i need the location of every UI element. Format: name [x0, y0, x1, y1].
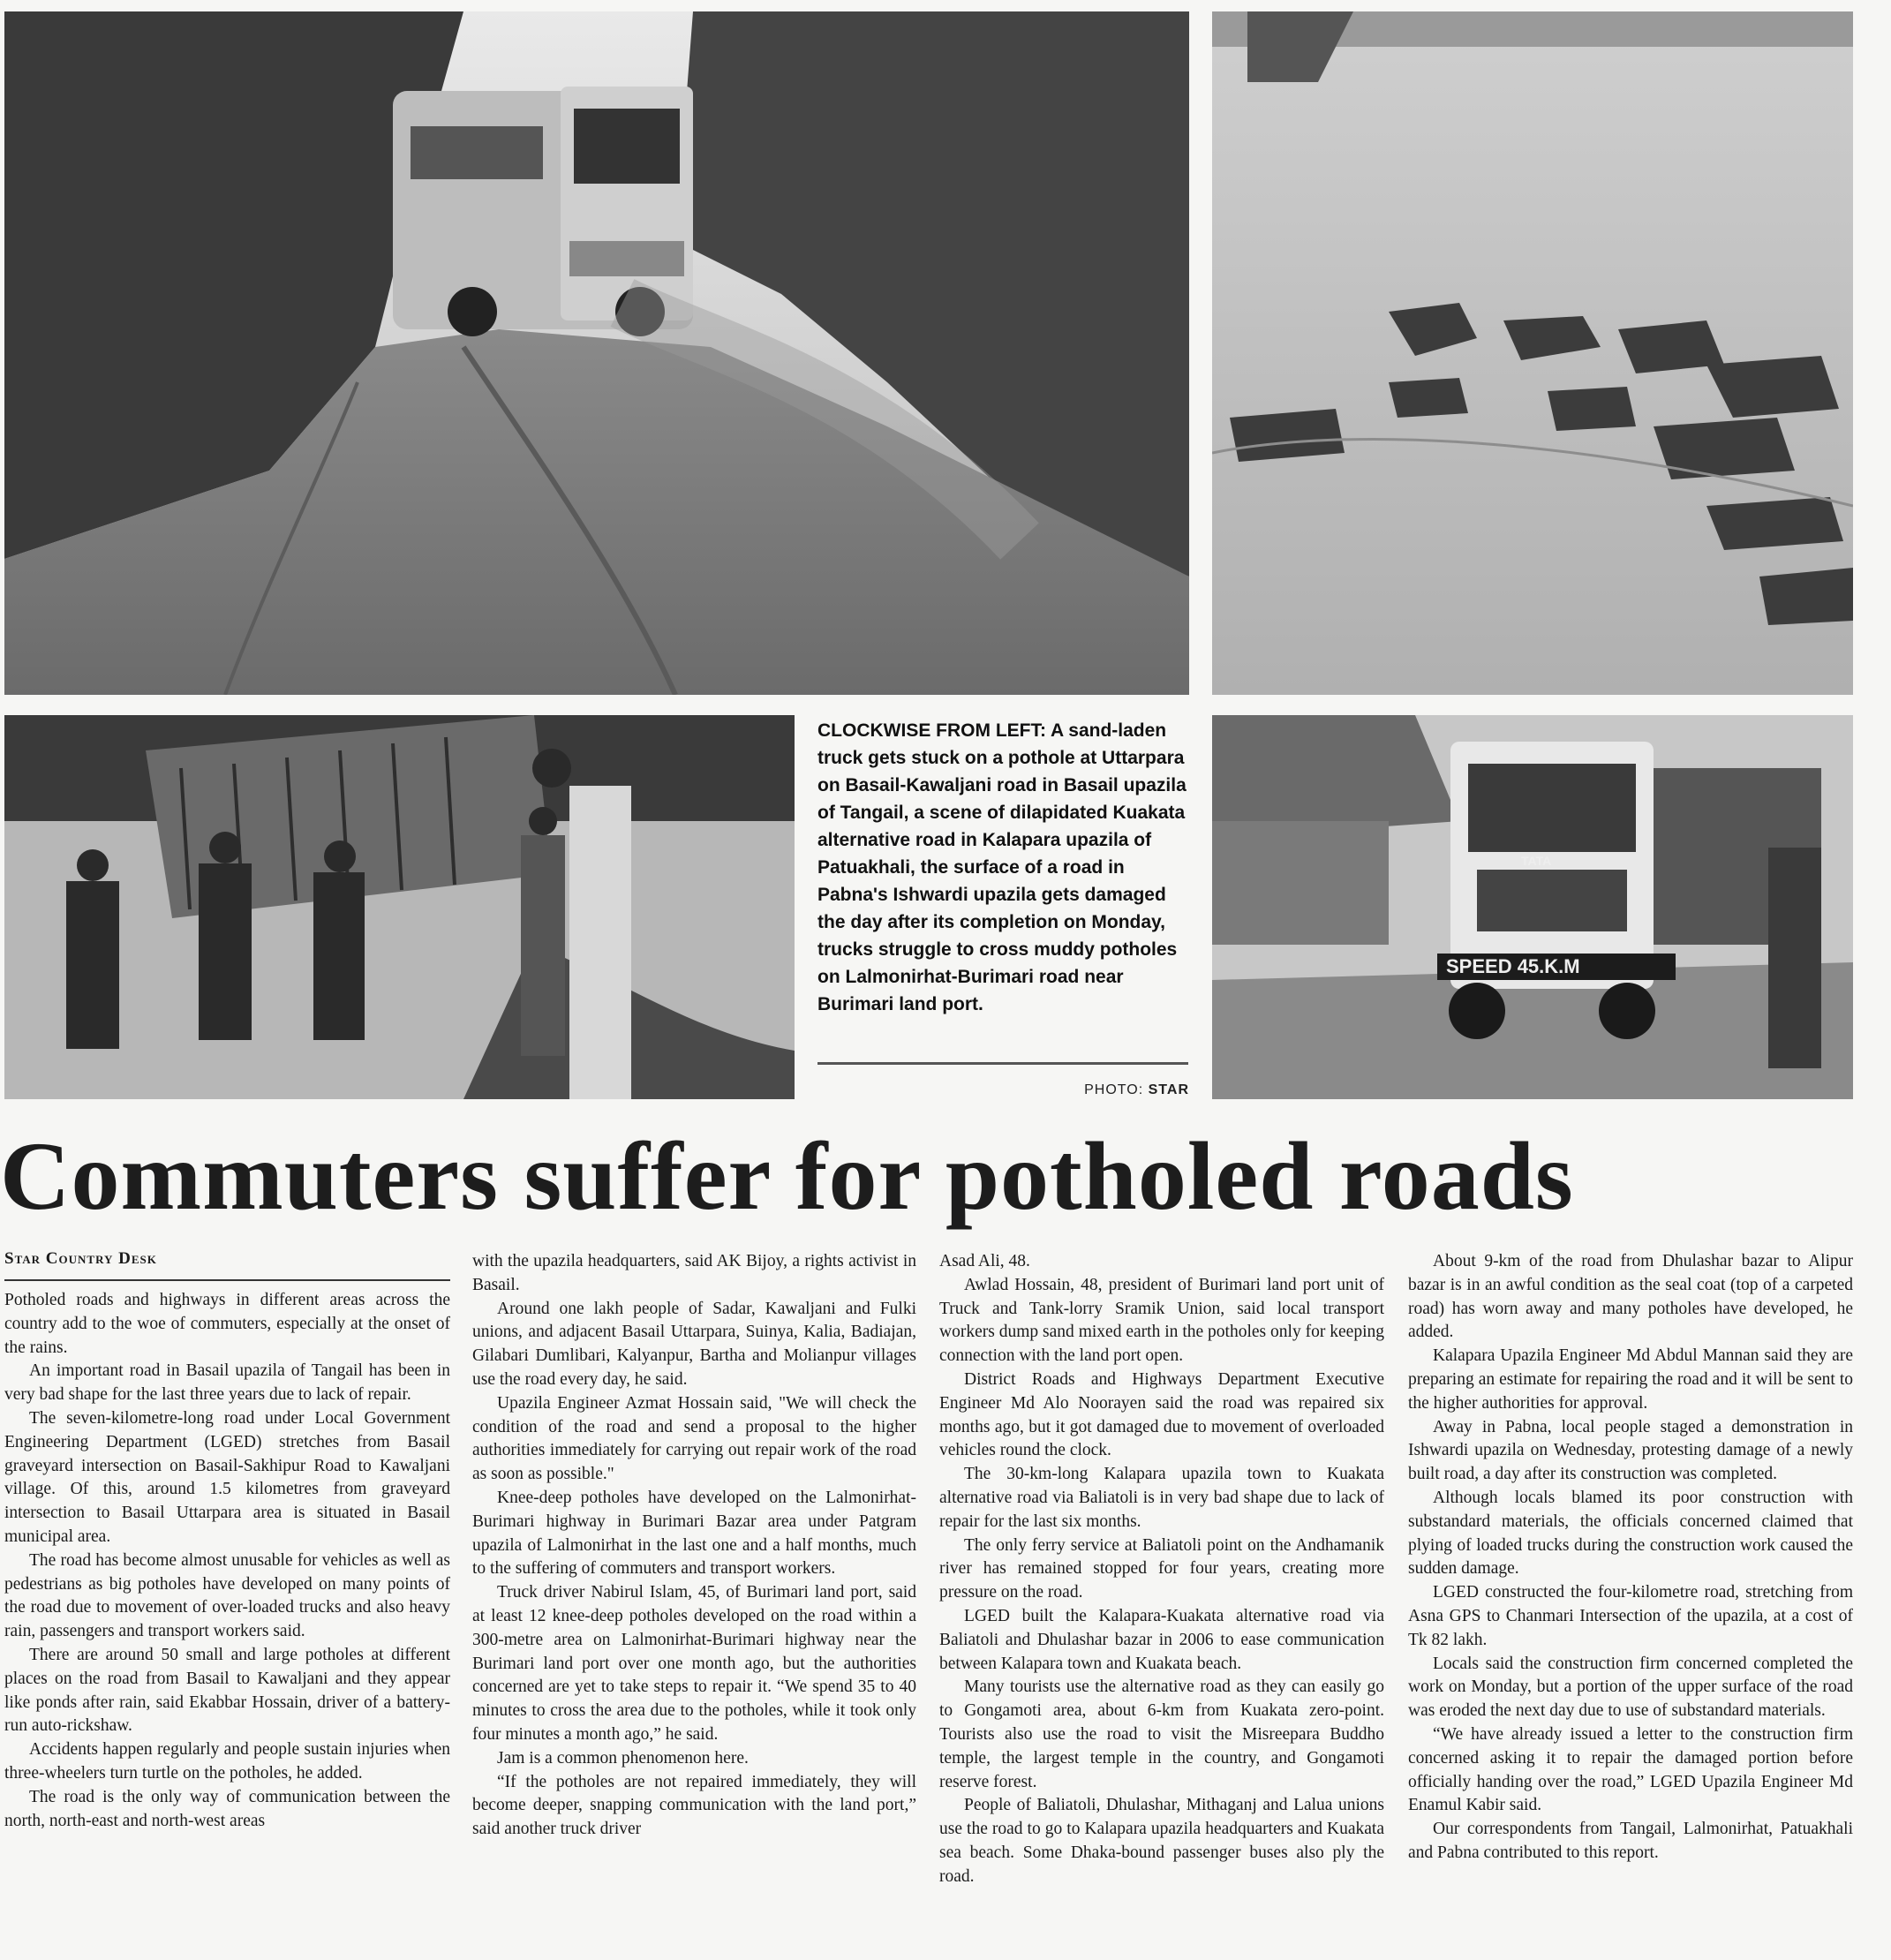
paragraph: People of Baliatoli, Dhulashar, Mithaganj and Lalua unions use the road to go to Kalapara upazila headquarters and Kuakata sea beach. Some Dhaka-bound passenger buses also ply the road.: [939, 1796, 1384, 1886]
paragraph: The 30-km-long Kalapara upazila town to Kuakata alternative road via Baliatoli is in very bad shape due to lack of repair for the last six months.: [939, 1465, 1384, 1531]
truck-brand-badge: TATA: [1521, 854, 1552, 868]
paragraph: The road has become almost unusable for vehicles as well as pedestrians as big potholes have developed on many points of the road due to movement of over-loaded trucks and also heavy rain, passengers and transport workers said.: [4, 1550, 450, 1641]
paragraph: LGED constructed the four-kilometre road, stretching from Asna GPS to Chanmari Intersection of the upazila, at a cost of Tk 82 lakh.: [1408, 1583, 1853, 1649]
paragraph: There are around 50 small and large potholes at different places on the road from Basail to Kawaljani and they appear like ponds after rain, said Ekabbar Hossain, driver of a battery-run auto-rickshaw.: [4, 1645, 450, 1736]
paragraph: Truck driver Nabirul Islam, 45, of Burimari land port, said at least 12 knee-deep potholes developed on the road within a 300-metre area on Lalmonirhat-Burimari highway near the Burimari land port over one month ago, but the authorities concerned are yet to take steps to repair it. “We spend 35 to 40 minutes to cross the area due to the potholes, while it took only four minutes a month ago,” he said.: [472, 1583, 916, 1744]
paragraph: The road is the only way of communication between the north, north-east and north-west areas: [4, 1787, 450, 1830]
paragraph: The only ferry service at Baliatoli point on the Andhamanik river has remained stopped for four years, creating more pressure on the road.: [939, 1535, 1384, 1602]
photo-credit: [1051, 1082, 1189, 1098]
paragraph: Knee-deep potholes have developed on the Lalmonirhat-Burimari highway in Burimari Bazar area under Patgram upazila of Lalmonirhat in the last one and a half months, much to the suffering of commuters and transport workers.: [472, 1488, 916, 1579]
paragraph: Accidents happen regularly and people sustain injuries when three-wheelers turn turtle on the potholes, he added.: [4, 1740, 450, 1783]
article-column-3: [939, 1250, 1384, 1889]
article-column-4: [1408, 1250, 1853, 1866]
article-column-1: [4, 1289, 450, 1833]
photo-tata-truck-muddy-road: [1212, 715, 1853, 1099]
paragraph: Our correspondents from Tangail, Lalmonirhat, Patuakhali and Pabna contributed to this report.: [1408, 1820, 1853, 1862]
paragraph: Around one lakh people of Sadar, Kawaljani and Fulki unions, and adjacent Basail Uttarpara, Suinya, Kalia, Badiajan, Gilabari Dumlibari, Kalyanpur, Bartha and Molianpur villages use the road every day, he said.: [472, 1299, 916, 1389]
caption-divider: [817, 1062, 1188, 1065]
paragraph: Locals said the construction firm concerned completed the work on Monday, but a portion of the upper surface of the road was eroded the next day due to use of substandard materials.: [1408, 1654, 1853, 1721]
paragraph: District Roads and Highways Department Executive Engineer Md Alo Noorayen said the road was repaired six months ago, but it got damaged due to movement of overloaded vehicles round the clock.: [939, 1369, 1384, 1460]
truck-speed-sign: SPEED 45.K.M: [1446, 955, 1580, 977]
paragraph: “We have already issued a letter to the construction firm concerned asking it to repair the damaged portion before officially handing over the road,” LGED Upazila Engineer Md Enamul Kabir said.: [1408, 1724, 1853, 1815]
paragraph: Jam is a common phenomenon here.: [497, 1748, 749, 1768]
paragraph: Many tourists use the alternative road as they can easily go to Gongamoti area, about 6-km from Kuakata zero-point. Tourists also use the road to visit the Misreepara Buddho temple, the largest temple in the country, and Gongamoti reserve forest.: [939, 1677, 1384, 1791]
paragraph: Awlad Hossain, 48, president of Burimari land port unit of Truck and Tank-lorry Sramik Union, said local transport workers dump sand mixed earth in the potholes only for keeping connection with the land port open.: [939, 1275, 1384, 1366]
caption-lead: CLOCKWISE FROM LEFT:: [817, 720, 1046, 741]
byline-divider: [4, 1279, 450, 1281]
paragraph: Asad Ali, 48.: [939, 1252, 1030, 1270]
article-headline: Commuters suffer for potholed roads: [0, 1122, 1574, 1230]
photo-truck-stuck-in-pothole: [4, 715, 795, 1099]
article-column-2: [472, 1250, 916, 1842]
paragraph: The seven-kilometre-long road under Local Government Engineering Department (LGED) stretches from Basail graveyard intersection on Basail-Sakhipur Road to Kawaljani village. Of this, around 1.5 kilometres from graveyard intersection to Basail Uttarpara area is situated in Basail municipal area.: [4, 1408, 450, 1546]
caption-text: A sand-laden truck gets stuck on a pothole at Uttarpara on Basail-Kawaljani road in Basail upazila of Tangail, a scene of dilapidated Kuakata alternative road in Kalapara upazila of Patuakhali, the surface of a road in Pabna's Ishwardi upazila gets damaged the day after its completion on Monday, trucks struggle to cross muddy potholes on Lalmonirhat-Burimari road near Burimari land port.: [817, 720, 1187, 1014]
photo-caption: [817, 717, 1188, 1018]
paragraph: with the upazila headquarters, said AK Bijoy, a rights activist in Basail.: [472, 1252, 916, 1294]
paragraph: Away in Pabna, local people staged a demonstration in Ishwardi upazila on Wednesday, protesting damage of a newly built road, a day after its construction was completed.: [1408, 1417, 1853, 1484]
photo-credit-label: PHOTO:: [1084, 1082, 1144, 1097]
photo-damaged-road-surface: [1212, 11, 1853, 695]
paragraph: Although locals blamed its poor construction with substandard materials, the officials concerned claimed that plying of loaded trucks during the construction work caused the sudden damage.: [1408, 1488, 1853, 1579]
paragraph: About 9-km of the road from Dhulashar bazar to Alipur bazar is in an awful condition as the seal coat (top of a carpeted road) has worn away and many potholes have developed, he added.: [1408, 1252, 1853, 1342]
paragraph: Kalapara Upazila Engineer Md Abdul Mannan said they are preparing an estimate for repairing the road and it will be sent to the higher authorities for approval.: [1408, 1346, 1853, 1413]
paragraph: LGED built the Kalapara-Kuakata alternative road via Baliatoli and Dhulashar bazar in 2006 to ease communication between Kalapara town and Kuakata beach.: [939, 1606, 1384, 1673]
article-byline: Star Country Desk: [4, 1249, 157, 1268]
photo-credit-source: STAR: [1148, 1082, 1189, 1097]
paragraph: An important road in Basail upazila of Tangail has been in very bad shape for the last three years due to lack of repair.: [4, 1361, 450, 1405]
paragraph: Upazila Engineer Azmat Hossain said, "We will check the condition of the road and send a proposal to the higher authorities immediately for carrying out repair work of the road as soon as possible.": [472, 1393, 916, 1484]
paragraph: Potholed roads and highways in different areas across the country add to the woe of commuters, especially at the onset of the rains.: [4, 1291, 450, 1357]
photo-bus-on-dirt-road: [4, 11, 1189, 695]
paragraph: “If the potholes are not repaired immediately, they will become deeper, snapping communication with the land port,” said another truck driver: [472, 1772, 916, 1839]
